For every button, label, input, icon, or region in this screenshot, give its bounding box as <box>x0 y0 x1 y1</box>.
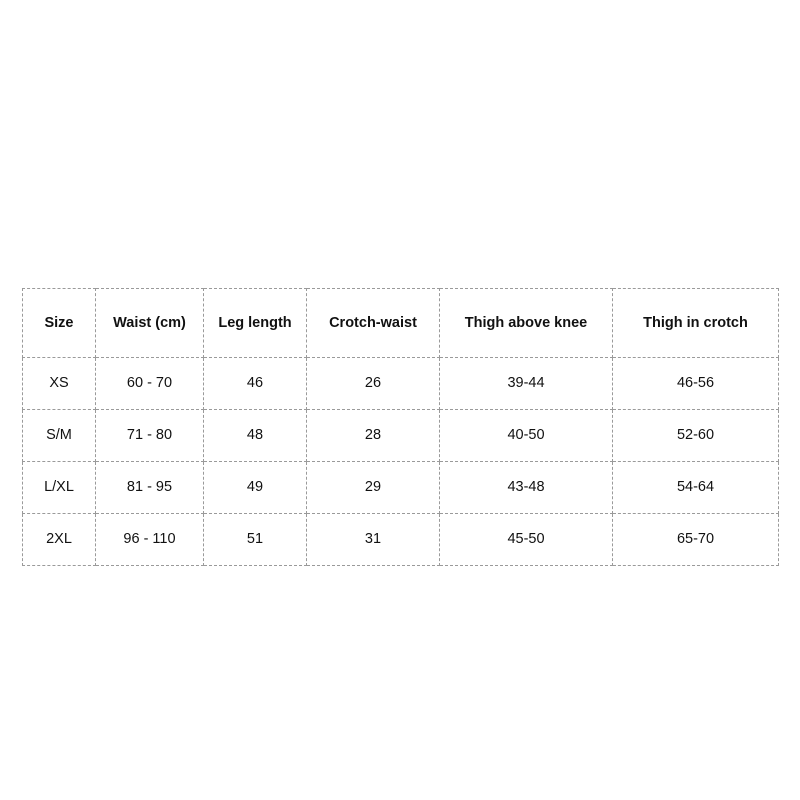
cell-leg-length: 46 <box>204 358 307 410</box>
table-header <box>23 289 779 358</box>
table-row <box>23 462 779 514</box>
column-header-size: Size <box>23 289 96 358</box>
cell-waist: 81 - 95 <box>96 462 204 514</box>
column-header-thigh-above-knee: Thigh above knee <box>440 289 613 358</box>
cell-thigh-in-crotch: 54-64 <box>613 462 779 514</box>
cell-waist: 96 - 110 <box>96 514 204 566</box>
cell-thigh-in-crotch: 65-70 <box>613 514 779 566</box>
column-header-crotch-waist: Crotch-waist <box>307 289 440 358</box>
cell-crotch-waist: 29 <box>307 462 440 514</box>
cell-thigh-above-knee: 45-50 <box>440 514 613 566</box>
table-row <box>23 358 779 410</box>
cell-waist: 60 - 70 <box>96 358 204 410</box>
table-body <box>23 358 779 566</box>
cell-thigh-above-knee: 39-44 <box>440 358 613 410</box>
cell-thigh-in-crotch: 52-60 <box>613 410 779 462</box>
cell-crotch-waist: 28 <box>307 410 440 462</box>
cell-size: 2XL <box>23 514 96 566</box>
table-header-row <box>23 289 779 358</box>
cell-leg-length: 51 <box>204 514 307 566</box>
table-row <box>23 410 779 462</box>
cell-thigh-in-crotch: 46-56 <box>613 358 779 410</box>
cell-leg-length: 48 <box>204 410 307 462</box>
size-chart-container <box>22 288 778 566</box>
cell-crotch-waist: 26 <box>307 358 440 410</box>
size-chart-table <box>22 288 779 566</box>
cell-size: S/M <box>23 410 96 462</box>
cell-leg-length: 49 <box>204 462 307 514</box>
cell-crotch-waist: 31 <box>307 514 440 566</box>
column-header-waist: Waist (cm) <box>96 289 204 358</box>
cell-thigh-above-knee: 43-48 <box>440 462 613 514</box>
cell-size: XS <box>23 358 96 410</box>
column-header-leg-length: Leg length <box>204 289 307 358</box>
cell-waist: 71 - 80 <box>96 410 204 462</box>
column-header-thigh-in-crotch: Thigh in crotch <box>613 289 779 358</box>
cell-thigh-above-knee: 40-50 <box>440 410 613 462</box>
cell-size: L/XL <box>23 462 96 514</box>
table-row <box>23 514 779 566</box>
